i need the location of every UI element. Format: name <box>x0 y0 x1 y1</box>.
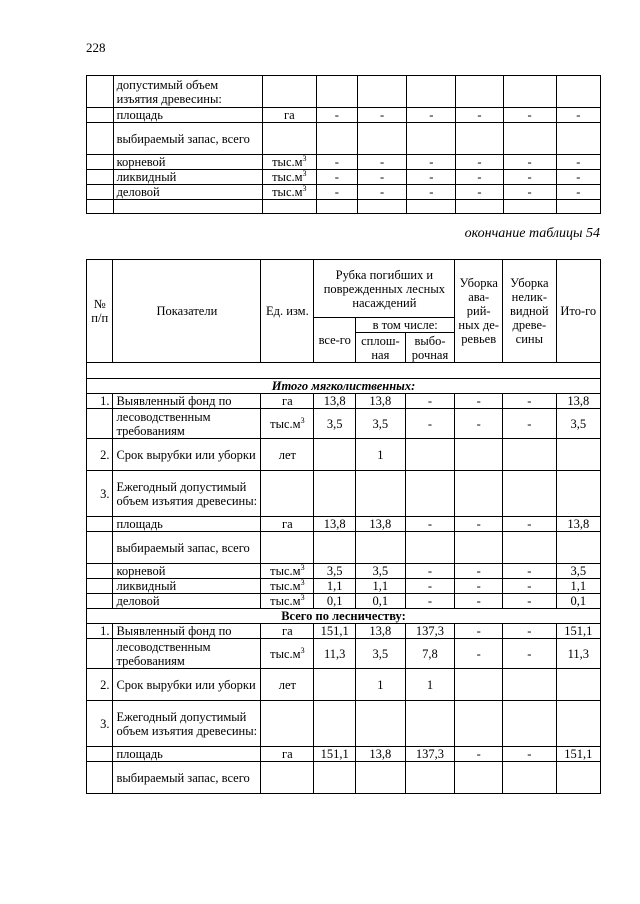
value-cell: - <box>405 564 455 579</box>
table-row <box>87 185 601 200</box>
value-cell: - <box>358 155 407 170</box>
value-cell: 1 <box>405 669 455 701</box>
value-cell: 3,5 <box>556 564 600 579</box>
value-cell <box>314 439 356 471</box>
unit-cell: $тыс.м^3$ <box>261 579 314 594</box>
value-cell: 3,5 <box>356 564 406 579</box>
row-number <box>87 76 114 108</box>
row-number <box>87 564 113 579</box>
value-cell <box>456 200 503 214</box>
value-cell: - <box>455 579 503 594</box>
value-cell <box>455 532 503 564</box>
indicator-name: выбираемый запас, всего <box>113 123 262 155</box>
row-number <box>87 108 114 123</box>
value-cell: - <box>405 594 455 609</box>
value-cell <box>316 76 357 108</box>
indicator-name: Срок вырубки или уборки <box>113 439 261 471</box>
value-cell: - <box>455 639 503 669</box>
value-cell: 1,1 <box>314 579 356 594</box>
indicator-name: Выявленный фонд по <box>113 394 261 409</box>
table-row <box>87 439 601 471</box>
unit-cell <box>261 471 314 517</box>
unit-cell: $тыс.м^3$ <box>262 155 316 170</box>
value-cell <box>405 701 455 747</box>
value-cell: 151,1 <box>556 747 600 762</box>
header-sum: Ито-го <box>556 260 600 363</box>
unit-cell: $тыс.м^3$ <box>261 564 314 579</box>
main-table <box>86 259 601 794</box>
value-cell <box>405 439 455 471</box>
value-cell <box>356 532 406 564</box>
value-cell <box>405 471 455 517</box>
row-number <box>87 409 113 439</box>
value-cell <box>358 123 407 155</box>
indicator-name: площадь <box>113 517 261 532</box>
value-cell: - <box>456 170 503 185</box>
value-cell: - <box>556 170 600 185</box>
unit-cell: га <box>261 394 314 409</box>
value-cell: - <box>407 170 456 185</box>
table-row <box>87 471 601 517</box>
value-cell: - <box>358 108 407 123</box>
value-cell <box>358 76 407 108</box>
table-row <box>87 624 601 639</box>
value-cell: - <box>556 108 600 123</box>
value-cell: 151,1 <box>314 747 356 762</box>
value-cell: - <box>316 155 357 170</box>
value-cell: - <box>456 155 503 170</box>
value-cell <box>503 701 556 747</box>
value-cell: - <box>455 624 503 639</box>
value-cell <box>556 762 600 794</box>
value-cell: 13,8 <box>556 517 600 532</box>
value-cell: - <box>405 394 455 409</box>
header-select: выбо-рочная <box>405 333 455 363</box>
indicator-name: корневой <box>113 155 262 170</box>
indicator-name: Срок вырубки или уборки <box>113 669 261 701</box>
value-cell <box>503 669 556 701</box>
value-cell <box>455 471 503 517</box>
value-cell: - <box>503 517 556 532</box>
table-row <box>87 747 601 762</box>
indicator-name: деловой <box>113 185 262 200</box>
table-row <box>87 639 601 669</box>
row-number: 2. <box>87 439 113 471</box>
indicator-name: Выявленный фонд по <box>113 624 261 639</box>
value-cell <box>316 200 357 214</box>
unit-cell <box>261 762 314 794</box>
indicator-name: выбираемый запас, всего <box>113 532 261 564</box>
value-cell: - <box>358 170 407 185</box>
value-cell: - <box>455 517 503 532</box>
value-cell: - <box>503 579 556 594</box>
value-cell: - <box>503 564 556 579</box>
value-cell: - <box>556 155 600 170</box>
value-cell: - <box>455 564 503 579</box>
unit-cell: лет <box>261 439 314 471</box>
unit-cell: $тыс.м^3$ <box>262 170 316 185</box>
indicator-name: ликвидный <box>113 579 261 594</box>
value-cell: - <box>407 108 456 123</box>
value-cell <box>456 123 503 155</box>
unit-cell <box>261 532 314 564</box>
indicator-name: ликвидный <box>113 170 262 185</box>
value-cell <box>407 200 456 214</box>
row-number: 2. <box>87 669 113 701</box>
unit-cell: га <box>261 517 314 532</box>
value-cell <box>314 669 356 701</box>
value-cell <box>503 471 556 517</box>
value-cell: 3,5 <box>314 564 356 579</box>
unit-cell: га <box>262 108 316 123</box>
value-cell <box>556 669 600 701</box>
value-cell: 13,8 <box>314 394 356 409</box>
value-cell: 1 <box>356 439 406 471</box>
value-cell: 1,1 <box>356 579 406 594</box>
value-cell: - <box>358 185 407 200</box>
value-cell <box>503 762 556 794</box>
value-cell <box>314 762 356 794</box>
value-cell: 11,3 <box>556 639 600 669</box>
value-cell: - <box>503 594 556 609</box>
page-number: 228 <box>86 40 106 55</box>
header-name: Показатели <box>113 260 261 363</box>
value-cell <box>456 76 503 108</box>
value-cell: 3,5 <box>356 639 406 669</box>
value-cell: - <box>503 170 556 185</box>
unit-cell: га <box>261 624 314 639</box>
table-row <box>87 409 601 439</box>
row-number: 3. <box>87 701 113 747</box>
value-cell: - <box>455 409 503 439</box>
table-row <box>87 170 601 185</box>
value-cell: 1 <box>356 669 406 701</box>
header-nonliquid: Уборка нелик-видной древе-сины <box>503 260 556 363</box>
value-cell <box>405 762 455 794</box>
value-cell: - <box>503 639 556 669</box>
value-cell <box>556 439 600 471</box>
table-row <box>87 76 601 108</box>
unit-cell: $тыс.м^3$ <box>261 594 314 609</box>
value-cell: 7,8 <box>405 639 455 669</box>
value-cell: 137,3 <box>405 624 455 639</box>
table-row <box>87 394 601 409</box>
value-cell: 3,5 <box>314 409 356 439</box>
value-cell: 11,3 <box>314 639 356 669</box>
value-cell <box>455 762 503 794</box>
header-clear: сплош-ная <box>356 333 406 363</box>
value-cell: - <box>503 624 556 639</box>
section-title: Итого мягколиственных: <box>87 379 601 394</box>
unit-cell: $тыс.м^3$ <box>262 185 316 200</box>
table-row <box>87 200 601 214</box>
value-cell: - <box>405 409 455 439</box>
value-cell <box>556 123 600 155</box>
value-cell: - <box>503 409 556 439</box>
indicator-name: лесоводственным требованиям <box>113 409 261 439</box>
row-number <box>87 155 114 170</box>
value-cell <box>405 532 455 564</box>
value-cell: - <box>407 155 456 170</box>
value-cell <box>455 669 503 701</box>
indicator-name: Ежегодный допустимый объем изъятия древесины: <box>113 471 261 517</box>
row-number: 1. <box>87 394 113 409</box>
value-cell <box>556 200 600 214</box>
value-cell: - <box>455 594 503 609</box>
table-row <box>87 579 601 594</box>
value-cell: - <box>316 185 357 200</box>
value-cell <box>503 76 556 108</box>
value-cell: - <box>407 185 456 200</box>
table-row <box>87 123 601 155</box>
row-number <box>87 762 113 794</box>
value-cell: - <box>503 108 556 123</box>
row-number <box>87 639 113 669</box>
value-cell <box>503 532 556 564</box>
value-cell: 0,1 <box>556 594 600 609</box>
value-cell: - <box>503 747 556 762</box>
unit-cell: га <box>261 747 314 762</box>
section-title: Всего по лесничеству: <box>87 609 601 624</box>
value-cell: - <box>556 185 600 200</box>
indicator-name: Ежегодный допустимый объем изъятия древесины: <box>113 701 261 747</box>
value-cell <box>503 123 556 155</box>
value-cell <box>503 439 556 471</box>
value-cell: - <box>316 170 357 185</box>
row-number: 3. <box>87 471 113 517</box>
table-caption: окончание таблицы 54 <box>464 226 600 241</box>
value-cell: - <box>503 185 556 200</box>
value-cell: 13,8 <box>356 747 406 762</box>
top-table <box>86 75 601 214</box>
value-cell <box>356 701 406 747</box>
value-cell: - <box>316 108 357 123</box>
table-row <box>87 108 601 123</box>
table-row <box>87 532 601 564</box>
unit-cell <box>261 701 314 747</box>
value-cell: - <box>503 155 556 170</box>
table-row <box>87 564 601 579</box>
spacer-row <box>87 363 601 379</box>
value-cell <box>556 471 600 517</box>
indicator-name: лесоводственным требованиям <box>113 639 261 669</box>
value-cell <box>314 471 356 517</box>
table-row <box>87 594 601 609</box>
row-number <box>87 532 113 564</box>
value-cell: - <box>405 517 455 532</box>
value-cell <box>455 439 503 471</box>
indicator-name: деловой <box>113 594 261 609</box>
value-cell: 13,8 <box>356 394 406 409</box>
table-row <box>87 155 601 170</box>
value-cell <box>455 701 503 747</box>
header-num: № п/п <box>87 260 113 363</box>
value-cell <box>556 532 600 564</box>
unit-cell: лет <box>261 669 314 701</box>
value-cell: 1,1 <box>556 579 600 594</box>
indicator-name: площадь <box>113 747 261 762</box>
table-row <box>87 517 601 532</box>
value-cell: 137,3 <box>405 747 455 762</box>
value-cell: - <box>456 185 503 200</box>
row-number <box>87 123 114 155</box>
value-cell <box>556 701 600 747</box>
value-cell <box>407 123 456 155</box>
row-number <box>87 185 114 200</box>
value-cell: 13,8 <box>356 517 406 532</box>
indicator-name: выбираемый запас, всего <box>113 762 261 794</box>
table-row <box>87 762 601 794</box>
value-cell <box>503 200 556 214</box>
value-cell <box>356 471 406 517</box>
row-number: 1. <box>87 624 113 639</box>
indicator-name <box>113 200 262 214</box>
value-cell: - <box>455 747 503 762</box>
header-total: все-го <box>314 318 356 363</box>
value-cell <box>358 200 407 214</box>
value-cell: 13,8 <box>314 517 356 532</box>
value-cell: - <box>503 394 556 409</box>
table-row <box>87 701 601 747</box>
value-cell: - <box>456 108 503 123</box>
unit-cell: $тыс.м^3$ <box>261 409 314 439</box>
row-number <box>87 594 113 609</box>
row-number <box>87 579 113 594</box>
value-cell: - <box>405 579 455 594</box>
indicator-name: допустимый объем изъятия древесины: <box>113 76 262 108</box>
value-cell: 0,1 <box>314 594 356 609</box>
indicator-name: корневой <box>113 564 261 579</box>
value-cell: 151,1 <box>556 624 600 639</box>
value-cell <box>407 76 456 108</box>
value-cell: - <box>455 394 503 409</box>
value-cell <box>314 532 356 564</box>
table-row <box>87 669 601 701</box>
value-cell: 13,8 <box>556 394 600 409</box>
row-number <box>87 200 114 214</box>
header-emergency: Уборка ава-рий-ных де-ревьев <box>455 260 503 363</box>
value-cell: 3,5 <box>356 409 406 439</box>
header-incl: в том числе: <box>356 318 455 333</box>
value-cell: 0,1 <box>356 594 406 609</box>
unit-cell <box>262 200 316 214</box>
row-number <box>87 170 114 185</box>
row-number <box>87 517 113 532</box>
unit-cell: $тыс.м^3$ <box>261 639 314 669</box>
value-cell: 13,8 <box>356 624 406 639</box>
value-cell <box>356 762 406 794</box>
value-cell <box>316 123 357 155</box>
unit-cell <box>262 76 316 108</box>
value-cell: 3,5 <box>556 409 600 439</box>
header-unit: Ед. изм. <box>261 260 314 363</box>
value-cell: 151,1 <box>314 624 356 639</box>
indicator-name: площадь <box>113 108 262 123</box>
header-group: Рубка погибших и поврежденных лесных насаждений <box>314 260 455 318</box>
row-number <box>87 747 113 762</box>
unit-cell <box>262 123 316 155</box>
value-cell <box>314 701 356 747</box>
value-cell <box>556 76 600 108</box>
